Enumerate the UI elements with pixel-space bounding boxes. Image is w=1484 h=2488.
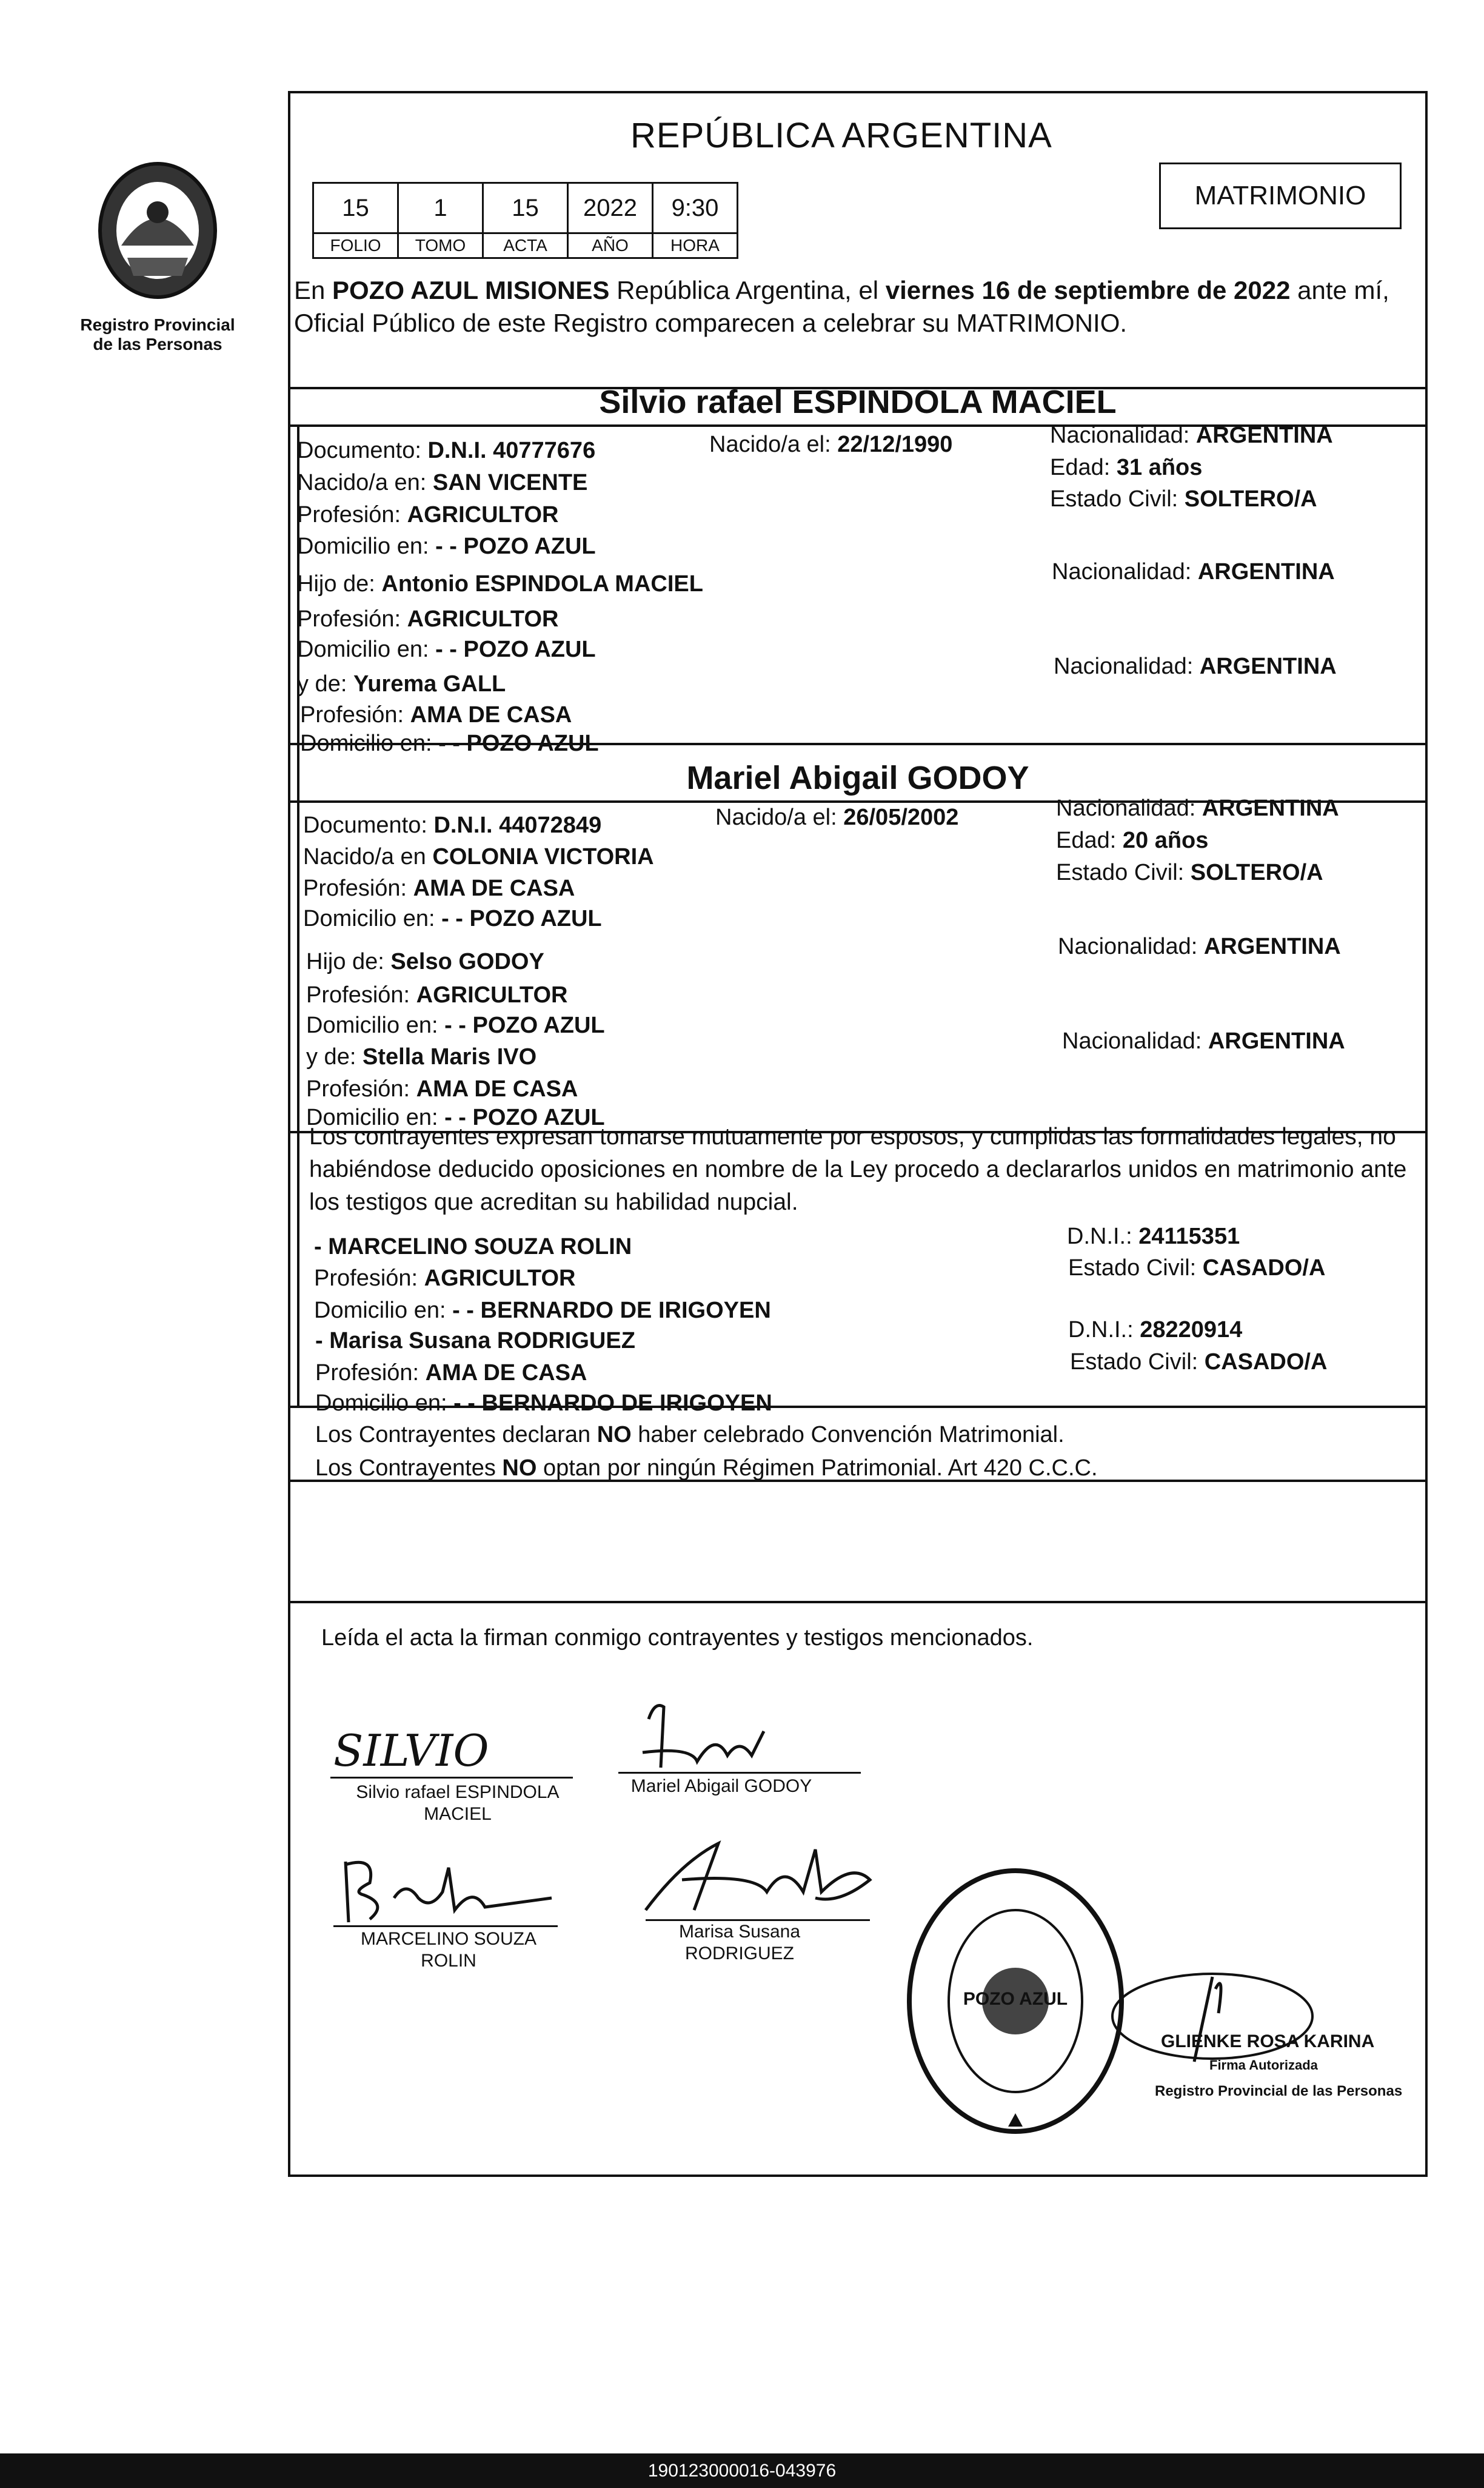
groom-mother: y de: Yurema GALL [297,671,506,697]
witness-1-signature-caption: MARCELINO SOUZA ROLIN [360,1929,537,1971]
province-seal-icon [85,155,230,306]
bride-father: Hijo de: Selso GODOY [306,949,544,974]
groom-address: Domicilio en: - - POZO AZUL [297,534,596,559]
groom-signature-line [330,1777,573,1779]
witness-2-dni: D.N.I.: 28220914 [1068,1317,1243,1343]
divider-signatures [290,1601,1426,1603]
bride-signature-line [618,1772,861,1774]
groom-mother-profession: Profesión: AMA DE CASA [300,702,572,728]
document-type-box: MATRIMONIO [1159,163,1402,229]
intro-paragraph: En POZO AZUL MISIONES República Argentina, el viernes 16 de septiembre de 2022 ante mí, Oficial Público de este Registro comparecen a celebrar su MATRIMONIO. [294,276,1389,337]
bride-name: Mariel Abigail GODOY [686,760,1029,796]
hora-value: 9:30 [653,183,738,233]
groom-mother-address: Domicilio en: - - POZO AZUL [300,731,599,756]
bride-mother-address: Domicilio en: - - POZO AZUL [306,1105,605,1130]
anio-value: 2022 [568,183,653,233]
folio-label: FOLIO [313,233,398,258]
witness-2-signature-icon [633,1825,876,1928]
groom-father-address: Domicilio en: - - POZO AZUL [297,637,596,662]
groom-profession: Profesión: AGRICULTOR [297,502,559,528]
tomo-value: 1 [398,183,483,233]
witness-1-signature-icon [327,1849,558,1928]
hora-label: HORA [653,233,738,258]
groom-age: Edad: 31 años [1050,455,1203,480]
acta-value: 15 [483,183,568,233]
closing-text: Leída el acta la firman conmigo contrayentes y testigos mencionados. [321,1625,1034,1651]
groom-mother-nationality: Nacionalidad: ARGENTINA [1054,654,1337,679]
acta-label: ACTA [483,233,568,258]
witness-1-civil-status: Estado Civil: CASADO/A [1068,1255,1326,1281]
witness-2-signature-caption: Marisa Susana RODRIGUEZ [678,1922,801,1963]
bride-mother-profession: Profesión: AMA DE CASA [306,1076,578,1102]
bride-age: Edad: 20 años [1056,828,1209,853]
witness-2-name: - Marisa Susana RODRIGUEZ [315,1328,635,1353]
folio-value: 15 [313,183,398,233]
tomo-label: TOMO [398,233,483,258]
groom-nationality: Nacionalidad: ARGENTINA [1050,423,1333,448]
declaration-text: Los contrayentes expresan tomarse mutuamente por esposos, y cumplidas las formalidades legales, no habiéndose deducido oposiciones en nombre de la Ley procedo a declararlos unidos en matrimonio ante los testigos que acreditan su habilidad nupcial. [309,1124,1407,1215]
country-title: REPÚBLICA ARGENTINA [630,116,1052,155]
groom-father-profession: Profesión: AGRICULTOR [297,606,559,632]
bride-nationality: Nacionalidad: ARGENTINA [1056,796,1339,821]
witness-2-civil-status: Estado Civil: CASADO/A [1070,1349,1328,1375]
witness-1-signature-line [333,1925,558,1927]
convention-statement: Los Contrayentes declaran NO haber celebrado Convención Matrimonial. [315,1422,1065,1447]
bride-mother-nationality: Nacionalidad: ARGENTINA [1062,1028,1345,1054]
anio-label: AÑO [568,233,653,258]
bride-profession: Profesión: AMA DE CASA [303,876,575,901]
groom-civil-status: Estado Civil: SOLTERO/A [1050,486,1317,512]
bride-birthplace: Nacido/a en COLONIA VICTORIA [303,844,654,870]
groom-signature-caption: Silvio rafael ESPINDOLA MACIEL [356,1782,560,1824]
groom-birthdate: Nacido/a el: 22/12/1990 [709,432,953,457]
groom-father: Hijo de: Antonio ESPINDOLA MACIEL [297,571,703,597]
bride-signature-caption: Mariel Abigail GODOY [630,1776,812,1796]
footer-barcode-text: 190123000016-043976 [0,2453,1484,2488]
witness-1-name: - MARCELINO SOUZA ROLIN [314,1234,632,1259]
groom-signature: SILVIO [333,1725,489,1776]
bride-address: Domicilio en: - - POZO AZUL [303,906,602,931]
witness-2-profession: Profesión: AMA DE CASA [315,1360,587,1386]
official-role: Firma Autorizada [1209,2057,1318,2073]
registry-label: Registro Provincial de las Personas [80,315,235,354]
witness-2-address: Domicilio en: - - BERNARDO DE IRIGOYEN [315,1390,772,1416]
patrimonial-regime-statement: Los Contrayentes NO optan por ningún Régimen Patrimonial. Art 420 C.C.C. [315,1455,1098,1481]
stamp-center-text: POZO AZUL [963,1989,1068,2009]
bride-father-address: Domicilio en: - - POZO AZUL [306,1013,605,1038]
witness-1-profession: Profesión: AGRICULTOR [314,1266,576,1291]
groom-birthplace: Nacido/a en: SAN VICENTE [297,470,588,495]
bride-mother: y de: Stella Maris IVO [306,1044,537,1070]
witness-1-address: Domicilio en: - - BERNARDO DE IRIGOYEN [314,1298,771,1323]
bride-father-profession: Profesión: AGRICULTOR [306,982,568,1008]
witness-1-dni: D.N.I.: 24115351 [1067,1224,1240,1249]
groom-name: Silvio rafael ESPINDOLA MACIEL [599,384,1117,420]
bride-document: Documento: D.N.I. 44072849 [303,813,602,838]
official-organization: Registro Provincial de las Personas [1155,2083,1403,2099]
bride-signature-icon [618,1695,776,1780]
official-name: GLIENKE ROSA KARINA [1161,2031,1375,2051]
groom-father-nationality: Nacionalidad: ARGENTINA [1052,559,1335,585]
bride-birthdate: Nacido/a el: 26/05/2002 [715,805,959,830]
bride-father-nationality: Nacionalidad: ARGENTINA [1058,934,1341,959]
bride-civil-status: Estado Civil: SOLTERO/A [1056,860,1323,885]
groom-document: Documento: D.N.I. 40777676 [297,438,596,463]
